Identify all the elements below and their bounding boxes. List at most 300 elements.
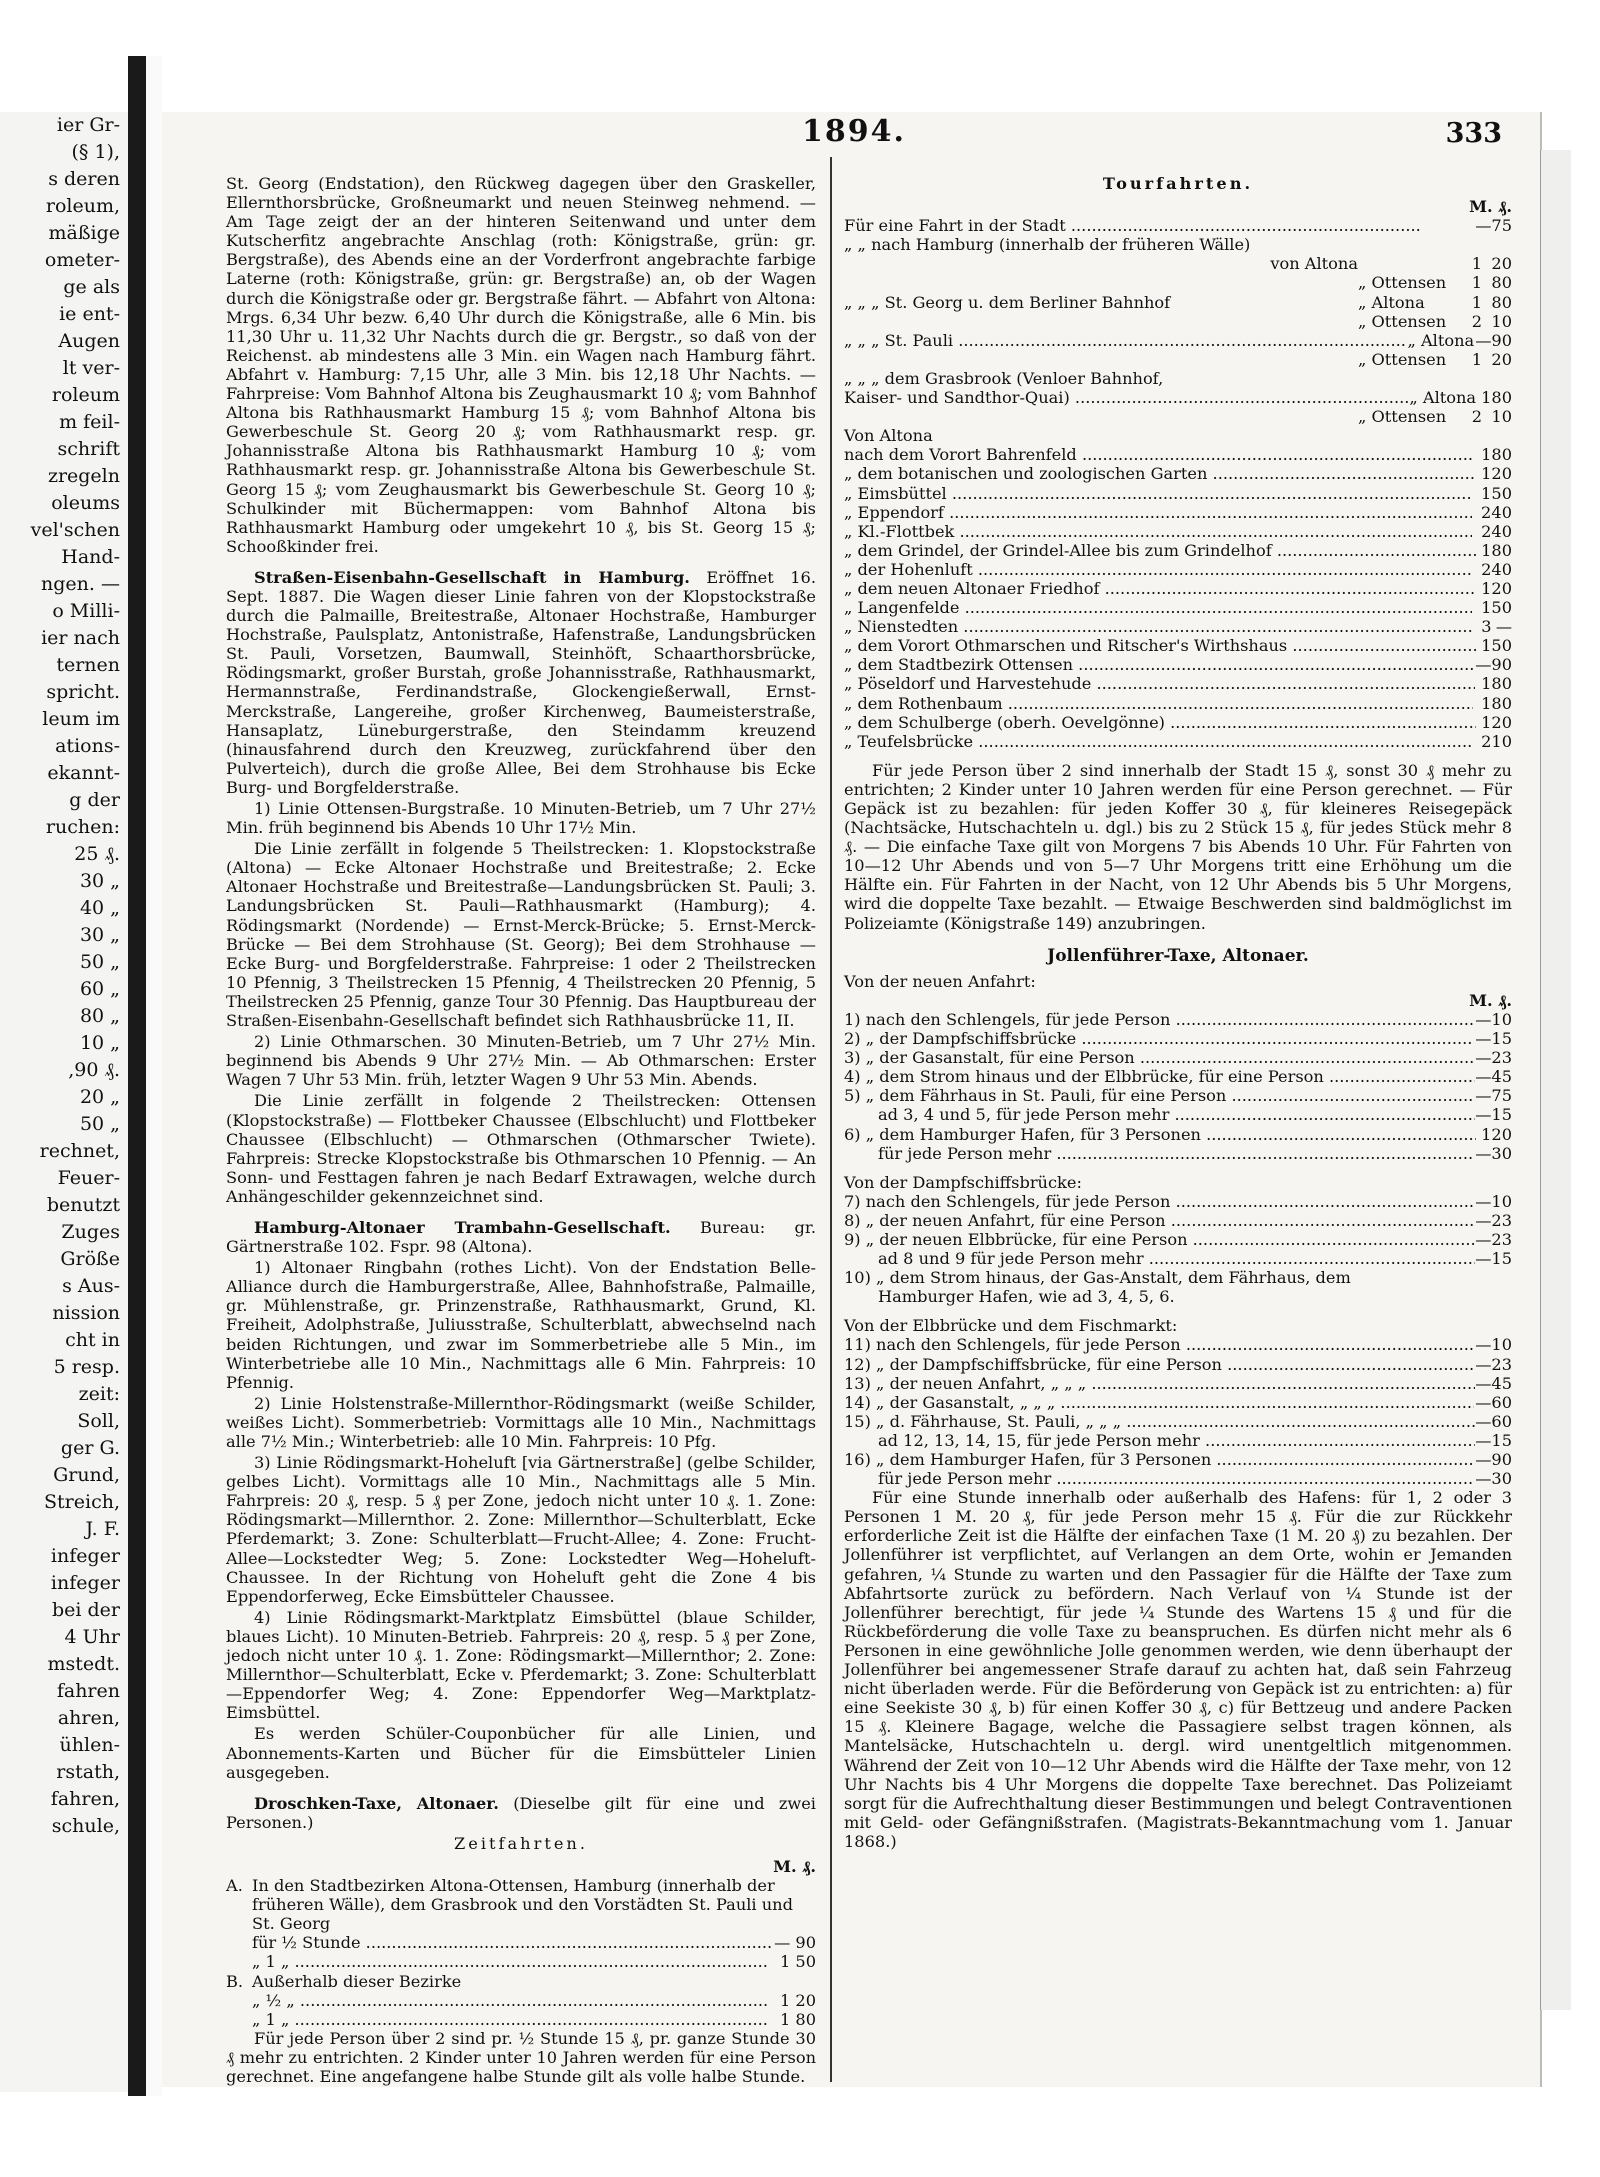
fare-row — [844, 1029, 1512, 1048]
fare-row — [844, 1393, 1512, 1412]
fare-mark: 2 — [1481, 559, 1492, 579]
fare-mark: — — [1475, 655, 1492, 675]
fare-label: „ Kl.-Flottbek ..... — [844, 522, 1472, 541]
droschken-row — [226, 1952, 816, 1971]
tour-note: Für jede Person über 2 sind innerhalb der Stadt 15 ₰, sonst 30 ₰ mehr zu entrichten; 2 Kinder unter 10 Jahren werden für eine Person gerechnet. — Für Gepäck ist zu bezahlen: für jeden Koffer 30 ₰, für kleineres Reisegepäck (Nachtsäcke, Hutschachteln u. dgl.) bis zu 2 Stück 15 ₰, für jedes Stück mehr 8 ₰. — Die einfache Taxe gilt von Morgens 7 bis Abends 10 Uhr. Für Fahrten von 10—12 Uhr Abends und von 5—7 Uhr Morgens tritt eine Erhöhung um die Hälfte ein. Für Fahrten in der Nacht, von 12 Uhr Abends bis 5 Uhr Morgens, wird die doppelte Taxe bezahlt. — Etwaige Beschwerden sind baldmöglichst im Polizeiamte (Königstraße 149) anzubringen. — [844, 760, 1512, 933]
page-header — [162, 114, 1540, 158]
fare-label: „ „ „ dem Grasbrook (Venloer Bahnhof, — [844, 368, 1164, 388]
fare-pfennig: 15 — [1491, 1105, 1512, 1125]
linie2-details: Die Linie zerfällt in folgende 2 Theilstrecken: Ottensen (Klopstockstraße) — Flottbeker Chaussee (Elbschlucht) und Flottbeker Chaussee (Elbschlucht) — Othmarschen (Othmarscher Twiete). Fahrpreis: Strecke Klopstockstraße bis Othmarschen 10 Pfennig. — An Sonn- und Festtagen fahren je nach Bedarf Extrawagen, welche durch Anhängeschilder gekennzeichnet sind. — [226, 1091, 816, 1206]
jollen-currency-header — [844, 991, 1512, 1010]
tram-line-1: 1) Altonaer Ringbahn (rothes Licht). Von der Endstation Belle-Alliance durch die Hamburgerstraße, Allee, Bahnhofstraße, Palmaille, gr. Mühlenstraße, gr. Prinzenstraße, Rathhausmarkt, Grund, Kl. Freiheit, Adolphstraße, Juliusstraße, Schulterblatt, abwechselnd nach beiden Richtungen, und zwar im Sommerbetriebe alle 5 Min., im Winterbetriebe alle 10 Min., Nachmittags alle 6 Min. Fahrpreis: 10 Pfennig. — [226, 1258, 816, 1392]
fare-pfennig: 20 — [1491, 464, 1512, 484]
fare-label: 8) „ der neuen Anfahrt, für eine Person ..... — [844, 1211, 1475, 1230]
fare-pfennig: 45 — [1491, 1067, 1512, 1087]
jollen-section-3-label: Von der Elbbrücke und dem Fischmarkt: — [844, 1316, 1178, 1336]
previous-page-fragment: cht in — [65, 1329, 120, 1351]
droschken-b — [226, 1972, 816, 1991]
previous-page-fragment: 50 „ — [79, 951, 120, 973]
fare-pfennig: 60 — [1491, 1411, 1512, 1431]
previous-page-fragment: 10 „ — [79, 1032, 120, 1054]
fare-pfennig: 50 — [1491, 636, 1512, 656]
fare-row — [844, 636, 1512, 655]
fare-mark: — — [1475, 1105, 1492, 1125]
previous-page-fragment: vel'schen — [30, 519, 120, 541]
previous-page-fragment: ometer- — [44, 249, 120, 271]
fare-row — [844, 655, 1512, 674]
fare-row — [844, 254, 1512, 273]
fare-mark: — — [1475, 1229, 1492, 1249]
fare-label: 15) „ d. Fährhause, St. Pauli, „ „ „ ..... — [844, 1412, 1475, 1431]
droschken-duration: „ 1 „ ..... — [252, 2010, 767, 2029]
droschken-row — [226, 1933, 816, 1952]
previous-page-fragment: Feuer- — [57, 1167, 120, 1189]
fare-row — [844, 1086, 1512, 1105]
previous-page-fragment: zregeln — [47, 465, 120, 487]
fare-row — [844, 713, 1512, 732]
fare-mark: — — [1475, 1029, 1492, 1049]
fare-row — [844, 1335, 1512, 1354]
altona-fare-table — [844, 445, 1512, 751]
previous-page-fragment: ations- — [55, 735, 120, 757]
currency-label: M. ₰. — [773, 1856, 816, 1876]
jollen-title: Jollenführer-Taxe, Altonaer. — [1047, 945, 1309, 966]
fare-row — [844, 598, 1512, 617]
previous-page-fragment: 5 resp. — [53, 1356, 120, 1378]
tram-line-3: 3) Linie Rödingsmarkt-Hoheluft [via Gärtnerstraße] (gelbe Schilder, gelbes Licht). Vormittags alle 10 Min., Nachmittags alle 5 Min. Fahrpreis: 20 ₰, resp. 5 ₰ per Zone, jedoch nicht unter 10 ₰. 1. Zone: Rödingsmarkt—Millernthor. 2. Zone: Millernthor—Schulterblatt, Ecke Pferdemarkt; 3. Zone: Schulterblatt—Frucht-Allee; 4. Zone: Frucht-Allee—Lockstedter Weg; 5. Zone: Lockstedter Weg—Hoheluft-Chaussee. In der Richtung von Hoheluft geht die Zone 4 bis Eppendorferweg, Ecke Eimsbütteler Chaussee. — [226, 1453, 816, 1606]
fare-pfennig: 90 — [1491, 1450, 1512, 1469]
droschken-row — [226, 1991, 816, 2010]
fare-mark: 1 — [1481, 464, 1492, 484]
fare-label: „ Eppendorf ..... — [844, 503, 1472, 522]
fare-label: 14) „ der Gasanstalt, „ „ „ ..... — [844, 1393, 1474, 1412]
fare-pfennig: 40 — [1491, 502, 1512, 522]
previous-page-fragment: Hand- — [61, 546, 120, 568]
fare-label: „ dem botanischen und zoologischen Garten ..... — [844, 464, 1476, 483]
fare-label: Kaiser- und Sandthor-Quai) ..... — [844, 388, 1409, 407]
jollen-note: Für eine Stunde innerhalb oder außerhalb des Hafens: für 1, 2 oder 3 Personen 1 M. 20 ₰, für jede Person mehr 15 ₰. Für die zur Rückkehr erforderliche Zeit ist die Hälfte der einfachen Taxe (1 M. 20 ₰) zu bezahlen. Der Jollenführer ist verpflichtet, auf Verlangen an dem Orte, wohin er Jemanden gefahren, ¼ Stunde zu warten und den Passagier für die Hälfte der Taxe zum Abfahrtsorte zurück zu befördern. Nach Verlauf von ¼ Stunde ist der Jollenführer berechtigt, für jede ¼ Stunde des Wartens 15 ₰ und für die Rückbeförderung die volle Taxe zu beanspruchen. Es dürfen nicht mehr als 6 Personen in eine gewöhnliche Jolle genommen werden, wie denn überhaupt der Jollenführer bei angemessener Strafe darauf zu achten hat, daß sein Fahrzeug nicht überladen werde. Für die Beförderung von Gepäck ist zu entrichten: a) für eine Seekiste 30 ₰, b) für einen Koffer 30 ₰, c) für Bettzeug und andere Packen 15 ₰. Kleinere Bagage, welche die Passagiere selbst tragen können, als Mantelsäcke, Hutschachteln u. dergl. wird unentgeltlich mitgenommen. Während der Zeit von 10—12 Uhr Abends wird die Hälfte der Taxe mehr, von 12 Uhr Nachts bis 4 Uhr Morgens die doppelte Taxe berechnet. Das Polizeiamt sorgt für die Aufrechthaltung dieser Bestimmungen und belegt Contraventionen mit Geld- oder Gefängnißstrafen. (Magistrats-Bekanntmachung vom 1. Januar 1868.) — [844, 1488, 1512, 1851]
fare-mark: — — [1475, 1086, 1492, 1106]
droschken-b-rows — [226, 1991, 816, 2029]
fare-pfennig: 45 — [1491, 1373, 1512, 1393]
page — [162, 112, 1542, 2087]
fare-pfennig: 80 — [1491, 292, 1512, 312]
previous-page-fragment: Soll, — [77, 1410, 120, 1432]
previous-page-fragment: ternen — [56, 654, 120, 676]
fare-mark: — — [1475, 1392, 1492, 1412]
previous-page-fragment: 30 „ — [79, 924, 120, 946]
droschken-title: Droschken-Taxe, Altonaer. — [254, 1793, 499, 1813]
fare-row — [844, 1010, 1512, 1029]
fare-mark: — — [1475, 330, 1492, 350]
previous-page-fragment: ühlen- — [59, 1734, 120, 1756]
fare-row — [844, 617, 1512, 636]
fare-row — [844, 1211, 1512, 1230]
fare-label: für jede Person mehr ..... — [844, 1144, 1474, 1163]
fare-label: „ „ „ St. Pauli ..... — [844, 331, 1407, 350]
fare-mark: 1 — [1481, 1124, 1492, 1144]
fare-pfennig: 80 — [1491, 273, 1512, 293]
fare-row — [844, 464, 1512, 483]
page-edge-shadow — [1540, 150, 1571, 2010]
fare-pfennig: 75 — [1491, 1086, 1512, 1106]
fare-label: „ „ „ St. Georg u. dem Berliner Bahnhof — [844, 292, 1171, 312]
previous-page-fragment: ier Gr- — [56, 114, 120, 136]
column-rule — [830, 157, 832, 2082]
fare-pfennig: 50 — [1491, 483, 1512, 503]
fare-mark: — — [1475, 1009, 1492, 1029]
fare-pfennig: 10 — [1491, 407, 1512, 427]
tram-title: Hamburg-Altonaer Trambahn-Gesellschaft. — [254, 1217, 671, 1237]
fare-origin: „ Altona — [1409, 388, 1477, 408]
previous-page-fragment: Zuges — [61, 1221, 120, 1243]
fare-pfennig: 15 — [1491, 1430, 1512, 1450]
previous-page-edge — [0, 112, 128, 2092]
fare-row — [844, 1412, 1512, 1431]
fare-label: 1) nach den Schlengels, für jede Person ..... — [844, 1010, 1475, 1029]
previous-page-fragment: benutzt — [46, 1194, 120, 1216]
droschken-b-text: Außerhalb dieser Bezirke — [252, 1971, 462, 1991]
fare-label: für jede Person mehr ..... — [844, 1469, 1474, 1488]
previous-page-fragment: lt ver- — [62, 357, 120, 379]
fare-mark: 1 — [1481, 598, 1492, 618]
book-spine — [128, 56, 146, 2096]
fare-label: „ dem neuen Altonaer Friedhof ..... — [844, 579, 1475, 598]
droschken-subtitle: (Dieselbe gilt für eine und zwei Personen.) — [226, 1793, 816, 1832]
fare-mark: 1 — [1481, 540, 1492, 560]
fare-row — [844, 331, 1512, 350]
fare-pfennig: 80 — [1491, 674, 1512, 694]
jollen-section-2-label: Von der Dampfschiffsbrücke: — [844, 1172, 1082, 1192]
fare-mark: — — [1475, 1143, 1492, 1163]
previous-page-fragment: ahren, — [57, 1707, 120, 1729]
fare-pfennig: 40 — [1491, 559, 1512, 579]
fare-row — [844, 369, 1512, 388]
fare-mark: — — [1475, 1048, 1492, 1068]
fare-row — [844, 1048, 1512, 1067]
fare-row — [844, 1268, 1512, 1287]
fare-mark: — — [1475, 1469, 1492, 1489]
fare-mark: — — [1475, 1430, 1492, 1450]
previous-page-fragment: 50 „ — [79, 1113, 120, 1135]
linie2-schedule: 2) Linie Othmarschen. 30 Minuten-Betrieb, um 7 Uhr 27½ Min. beginnend bis Abends 9 Uhr 27½ Min. — Ab Othmarschen: Erster Wagen 7 Uhr 53 Min. früh, letzter Wagen 9 Uhr 53 Min. Abends. — [226, 1032, 816, 1090]
fare-mark: — — [1475, 1354, 1492, 1374]
previous-page-fragment: ruchen: — [45, 816, 120, 838]
previous-page-fragment: Augen — [58, 330, 120, 352]
fare-pfennig: 20 — [1491, 254, 1512, 274]
fare-row — [844, 1469, 1512, 1488]
fare-label: „ Eimsbüttel ..... — [844, 484, 1472, 503]
jollen-table-3 — [844, 1335, 1512, 1488]
previous-page-fragment: mäßige — [48, 222, 120, 244]
strassen-section — [226, 568, 816, 797]
fare-mark: 1 — [1471, 349, 1482, 369]
fare-row — [844, 1144, 1512, 1163]
previous-page-fragment: 80 „ — [79, 1005, 120, 1027]
fare-label: 11) nach den Schlengels, für jede Person ..... — [844, 1335, 1475, 1354]
fare-pfennig: 90 — [1491, 330, 1512, 350]
previous-page-fragment: ier nach — [41, 627, 120, 649]
fare-pfennig: 80 — [1491, 540, 1512, 560]
fare-pfennig: 23 — [1491, 1210, 1512, 1230]
left-column — [226, 174, 816, 2088]
right-column — [844, 174, 1512, 1853]
previous-page-fragment: 60 „ — [79, 978, 120, 1000]
fare-mark: — — [1475, 1067, 1492, 1087]
droschken-price: 1 20 — [779, 1990, 816, 2010]
fare-row — [844, 732, 1512, 751]
fare-row — [844, 1287, 1512, 1306]
fare-row — [844, 312, 1512, 331]
tram-line-4: 4) Linie Rödingsmarkt-Marktplatz Eimsbüttel (blaue Schilder, blaues Licht). 10 Minuten-Betrieb. Fahrpreis: 20 ₰, resp. 5 ₰ per Zone, jedoch nicht unter 10 ₰. 1. Zone: Rödingsmarkt—Millernthor; 2. Zone: Millernthor—Schulterblatt, Ecke v. Pferdemarkt; 3. Zone: Schulterblatt—Eppendorfer Weg; 4. Zone: Eppendorfer Weg—Marktplatz-Eimsbüttel. — [226, 1607, 816, 1723]
fare-row — [844, 1125, 1512, 1144]
fare-mark: 2 — [1480, 502, 1492, 522]
previous-page-fragment: Größe — [60, 1248, 120, 1270]
tour-title: Tourfahrten. — [1102, 174, 1254, 193]
previous-page-fragment: oleums — [51, 492, 120, 514]
fare-row — [844, 694, 1512, 713]
droschken-b-label: B. — [226, 1971, 244, 1991]
spine-gap — [146, 56, 162, 2096]
fare-label: 5) „ dem Fährhaus in St. Pauli, für eine Person ..... — [844, 1086, 1475, 1105]
fare-mark: 1 — [1481, 483, 1492, 503]
previous-page-fragment: s Aus- — [62, 1275, 120, 1297]
fare-label: nach dem Vorort Bahrenfeld ..... — [844, 445, 1474, 464]
strassen-title: Straßen-Eisenbahn-Gesellschaft in Hamburg. — [254, 567, 690, 587]
fare-pfennig: 10 — [1491, 1335, 1512, 1355]
fare-mark: — — [1475, 1411, 1492, 1431]
page-number: 333 — [1445, 118, 1502, 149]
fare-mark: 1 — [1481, 445, 1492, 465]
fare-label: „ dem Grindel, der Grindel-Allee bis zum Grindelhof ..... — [844, 541, 1477, 560]
fare-label: „ Nienstedten ..... — [844, 617, 1472, 636]
fare-mark: 2 — [1471, 311, 1482, 331]
fare-row — [844, 407, 1512, 426]
previous-page-fragment: 4 Uhr — [64, 1626, 120, 1648]
fare-row — [844, 1105, 1512, 1124]
fare-label: 2) „ der Dampfschiffsbrücke ..... — [844, 1029, 1474, 1048]
previous-page-fragment: leum im — [42, 708, 120, 730]
fare-mark: — — [1475, 1249, 1492, 1269]
droschken-duration: „ ½ „ ..... — [252, 1991, 768, 2010]
fare-pfennig: 80 — [1491, 445, 1512, 465]
fare-mark: — — [1475, 1335, 1492, 1355]
fare-mark: 1 — [1481, 636, 1492, 656]
fare-mark: 1 — [1471, 273, 1482, 293]
fare-label: „ der Hohenluft ..... — [844, 560, 1473, 579]
jollen-table-1 — [844, 1010, 1512, 1163]
previous-page-fragment: Streich, — [44, 1491, 120, 1513]
fare-label: Hamburger Hafen, wie ad 3, 4, 5, 6. — [878, 1287, 1175, 1307]
fare-row — [844, 1249, 1512, 1268]
fare-row — [844, 579, 1512, 598]
fare-row — [844, 1431, 1512, 1450]
fare-pfennig: 90 — [1491, 655, 1512, 675]
fare-pfennig: 23 — [1491, 1354, 1512, 1374]
previous-page-fragment: ekannt- — [47, 762, 120, 784]
previous-page-fragment: infeger — [50, 1545, 120, 1567]
fare-pfennig: 10 — [1491, 1191, 1512, 1211]
fare-row — [844, 541, 1512, 560]
fare-row — [844, 522, 1512, 541]
fare-mark: 3 — [1481, 617, 1492, 637]
fare-row — [844, 1374, 1512, 1393]
previous-page-fragment: zeit: — [78, 1383, 120, 1405]
fare-label: 4) „ dem Strom hinaus und der Elbbrücke, für eine Person ..... — [844, 1067, 1475, 1086]
fare-label: „ Pöseldorf und Harvestehude ..... — [844, 674, 1475, 693]
droschken-price: — 90 — [774, 1933, 816, 1953]
tour-currency-header — [844, 197, 1512, 216]
previous-page-fragment: roleum — [51, 384, 120, 406]
fare-label: ad 3, 4 und 5, für jede Person mehr ..... — [844, 1105, 1475, 1124]
fare-pfennig: 50 — [1491, 598, 1512, 618]
fare-row — [844, 235, 1512, 254]
previous-page-fragment: J. F. — [85, 1518, 120, 1540]
fare-pfennig: 30 — [1491, 1469, 1512, 1489]
fare-row — [844, 216, 1512, 235]
previous-page-fragment: ,90 ₰. — [68, 1059, 120, 1081]
fare-pfennig: 10 — [1491, 731, 1512, 751]
fare-mark: 1 — [1481, 693, 1492, 713]
fare-label: 9) „ der neuen Elbbrücke, für eine Person ..... — [844, 1230, 1475, 1249]
fare-row — [844, 1067, 1512, 1086]
fare-pfennig: 20 — [1491, 349, 1512, 369]
previous-page-fragment: ie ent- — [59, 303, 120, 325]
fare-label: 7) nach den Schlengels, für jede Person ..... — [844, 1192, 1475, 1211]
fare-origin: „ Ottensen — [1358, 273, 1447, 293]
fare-mark: — — [1475, 1450, 1492, 1469]
fare-label: „ dem Stadtbezirk Ottensen ..... — [844, 655, 1474, 674]
fare-pfennig: 23 — [1491, 1229, 1512, 1249]
fare-label: 13) „ der neuen Anfahrt, „ „ „ ..... — [844, 1374, 1475, 1393]
fare-mark: 2 — [1481, 521, 1492, 541]
tour-currency-label: M. ₰. — [1469, 197, 1512, 217]
previous-page-fragment: nission — [52, 1302, 120, 1324]
fare-mark: 1 — [1481, 578, 1492, 598]
droschken-duration: „ 1 „ ..... — [252, 1952, 767, 1971]
fare-origin: „ Ottensen — [1358, 349, 1447, 369]
previous-page-fragment: s deren — [48, 168, 120, 190]
fare-row — [844, 1192, 1512, 1211]
droschken-a-label: A. — [226, 1876, 243, 1896]
fare-label: 12) „ der Dampfschiffsbrücke, für eine Person ..... — [844, 1355, 1475, 1374]
linie1-details: Die Linie zerfällt in folgende 5 Theilstrecken: 1. Klopstockstraße (Altona) — Ecke Altonaer Hochstraße und Breitestraße; 2. Ecke Altonaer Hochstraße und Breitestraße—Landungsbrücken St. Pauli; 3. Landungsbrücken St. Pauli—Rathhausmarkt (Hamburg); 4. Rödingsmarkt (Nordende) — Ernst-Merck-Brücke; 5. Ernst-Merck-Brücke — Bei dem Strohhause (St. Georg); Bei dem Strohhause — Ecke Burg- und Borgfelderstraße. Fahrpreise: 1 oder 2 Theilstrecken 10 Pfennig, 3 Theilstrecken 15 Pfennig, 4 Theilstrecken 20 Pfennig, 5 Theilstrecken 25 Pfennig, ganze Tour 30 Pfennig. Das Hauptbureau der Straßen-Eisenbahn-Gesellschaft befindet sich Rathhausbrücke 11, II. — [226, 839, 816, 1031]
droschken-row — [226, 2010, 816, 2029]
von-altona-label: Von Altona — [844, 426, 933, 446]
strassen-text: Eröffnet 16. Sept. 1887. Die Wagen dieser Linie fahren von der Klopstockstraße durch die Palmaille, Breitestraße, Altonaer Hochstraße, Hamburger Hochstraße, Paulsplatz, Antonistraße, Hafenstraße, Landungsbrücken St. Pauli, Vorsetzen, Baumwall, Steinhöft, Schaarthorsbrücke, Rödingsmarkt, großer Burstah, große Johannisstraße, Rathhausmarkt, Hermannstraße, Ferdinandstraße, Glockengießerwall, Ernst-Merckstraße, Langereihe, großer Kirchenweg, Baumeisterstraße, Hansaplatz, Lüneburgerstraße, den Steindamm kreuzend (hinausfahrend durch den Kreuzweg, zurückfahrend über den Pulverteich), durch die große Allee, Bei dem Strohhause bis Ecke Burg- und Borgfelderstraße. — [226, 567, 816, 797]
fare-row — [844, 1230, 1512, 1249]
fare-row — [844, 1355, 1512, 1374]
fare-label: ad 12, 13, 14, 15, für jede Person mehr ..... — [844, 1431, 1475, 1450]
fare-label: ad 8 und 9 für jede Person mehr ..... — [844, 1249, 1475, 1268]
previous-page-fragment: infeger — [50, 1572, 120, 1594]
fare-pfennig: 10 — [1491, 311, 1512, 331]
tram-note: Es werden Schüler-Couponbücher für alle Linien, und Abonnements-Karten und Bücher für die Eimsbütteler Linien ausgegeben. — [226, 1724, 816, 1782]
fare-pfennig: 40 — [1491, 521, 1512, 541]
jollen-currency-label: M. ₰. — [1469, 990, 1512, 1010]
fare-label: „ „ nach Hamburg (innerhalb der früheren Wälle) — [844, 235, 1251, 255]
previous-page-fragment: 25 ₰. — [74, 843, 120, 865]
jollen-table-2 — [844, 1192, 1512, 1307]
droschken-price: 1 80 — [779, 2009, 816, 2029]
previous-page-fragment: o Milli- — [52, 600, 120, 622]
previous-page-fragment: rstath, — [56, 1761, 120, 1783]
fare-row — [844, 273, 1512, 292]
fare-mark: 1 — [1471, 254, 1482, 274]
fare-row — [844, 350, 1512, 369]
intro-paragraph: St. Georg (Endstation), den Rückweg dagegen über den Graskeller, Ellernthorsbrücke, Großneumarkt und neuen Steinweg nehmend. — Am Tage zeigt der an der hinteren Seitenwand und unter dem Kutscherfitz angebrachte Anschlag (roth: Königstraße, grün: gr. Bergstraße), des Abends eine an der Vorderfront angebrachte farbige Laterne (roth: Königstraße, grün: gr. Bergstraße) an, ob der Wagen durch die Königstraße oder gr. Bergstraße fährt. — Abfahrt von Altona: Mrgs. 6,34 Uhr bezw. 6,40 Uhr durch die Königstraße, alle 6 Min. bis 11,30 Uhr u. 11,32 Uhr Nachts durch die gr. Bergstr., so daß von der Reichenst. ab mindestens alle 3 Min. ein Wagen nach Hamburg fährt. Abfahrt v. Hamburg: 7,15 Uhr, alle 3 Min. bis 12,18 Uhr Nachts. — Fahrpreise: Vom Bahnhof Altona bis Zeughausmarkt 10 ₰; vom Bahnhof Altona bis Rathhausmarkt Hamburg 15 ₰; vom Bahnhof Altona bis Gewerbeschule St. Georg 20 ₰; vom Rathhausmarkt resp. gr. Johannisstraße Altona bis Rathhausmarkt Hamburg 10 ₰; vom Rathhausmarkt resp. gr. Johannisstraße Altona bis Gewerbeschule St. Georg 15 ₰; vom Zeughausmarkt bis Gewerbeschule St. Georg 10 ₰; Schulkinder mit Büchermappen: vom Bahnhof Altona bis Rathhausmarkt Hamburg oder umgekehrt 10 ₰, bis St. Georg 15 ₰; Schooßkinder frei. — [226, 174, 816, 556]
previous-page-fragment: 20 „ — [79, 1086, 120, 1108]
fare-label: „ dem Rothenbaum ..... — [844, 694, 1473, 713]
previous-page-fragment: rechnet, — [39, 1140, 120, 1162]
fare-row — [844, 674, 1512, 693]
fare-pfennig: 10 — [1491, 1009, 1512, 1029]
fare-pfennig: 75 — [1491, 216, 1512, 236]
fare-mark: — — [1475, 1210, 1492, 1230]
fare-origin: „ Altona — [1358, 292, 1425, 312]
fare-row — [844, 1450, 1512, 1469]
fare-label: „ Langenfelde ..... — [844, 598, 1472, 617]
droschken-a-text: In den Stadtbezirken Altona-Ottensen, Hamburg (innerhalb der früheren Wälle), dem Grasbrook und den Vorstädten St. Pauli und St. Georg — [252, 1876, 793, 1934]
droschken-a — [226, 1876, 816, 1933]
fare-label: 3) „ der Gasanstalt, für eine Person ..... — [844, 1048, 1475, 1067]
fare-label: „ Teufelsbrücke ..... — [844, 732, 1473, 751]
fare-mark: — — [1475, 1373, 1492, 1393]
jollen-section-1-label: Von der neuen Anfahrt: — [844, 971, 1036, 991]
fare-mark: — — [1475, 216, 1492, 236]
fare-pfennig: 20 — [1491, 1124, 1512, 1144]
tram-line-2: 2) Linie Holstenstraße-Millernthor-Rödingsmarkt (weiße Schilder, weißes Licht). Sommerbetrieb: Vormittags alle 10 Min., Nachmittags alle 7½ Min.; Winterbetrieb: alle 10 Min. Fahrpreis: 10 Pfg. — [226, 1393, 816, 1451]
fare-origin: „ Ottensen — [1358, 407, 1447, 427]
fare-mark: 1 — [1481, 388, 1492, 408]
fare-pfennig: 15 — [1491, 1029, 1512, 1049]
fare-row — [844, 484, 1512, 503]
fare-mark: — — [1475, 1191, 1492, 1211]
tour-fare-table — [844, 216, 1512, 426]
fare-pfennig: 80 — [1491, 693, 1512, 713]
previous-page-fragment: (§ 1), — [71, 141, 120, 163]
fare-row — [844, 445, 1512, 464]
fare-mark: 1 — [1481, 674, 1492, 694]
fare-row — [844, 503, 1512, 522]
fare-mark: 2 — [1481, 731, 1492, 751]
previous-page-fragment: ge als — [63, 276, 120, 298]
droschken-price: 1 50 — [779, 1952, 816, 1972]
fare-origin: „ Altona — [1407, 330, 1475, 350]
fare-mark: 1 — [1471, 292, 1482, 312]
fare-label: „ dem Schulberge (oberh. Oevelgönne) ..... — [844, 713, 1476, 732]
previous-page-fragment: 40 „ — [79, 897, 120, 919]
previous-page-fragment: schrift — [57, 438, 120, 460]
previous-page-fragment: spricht. — [46, 681, 120, 703]
previous-page-fragment: bei der — [51, 1599, 120, 1621]
fare-label: 10) „ dem Strom hinaus, der Gas-Anstalt, dem Fährhaus, dem — [844, 1268, 1351, 1288]
fare-pfennig: 20 — [1491, 712, 1512, 732]
previous-page-fragment: g der — [69, 789, 120, 811]
fare-pfennig: 80 — [1491, 388, 1512, 408]
previous-page-fragment: roleum, — [45, 195, 120, 217]
droschken-note: Für jede Person über 2 sind pr. ½ Stunde 15 ₰, pr. ganze Stunde 30 ₰ mehr zu entrichten. 2 Kinder unter 10 Jahren werden für eine Person gerechnet. Eine angefangene halbe Stunde gilt als volle halbe Stunde. — [226, 2028, 816, 2086]
previous-page-fragment: m feil- — [59, 411, 120, 433]
tram-bureau: Bureau: gr. Gärtnerstraße 102. Fspr. 98 (Altona). — [226, 1217, 817, 1257]
page-year: 1894. — [802, 114, 906, 149]
previous-page-fragment: Grund, — [53, 1464, 120, 1486]
previous-page-fragment: fahren, — [50, 1788, 120, 1810]
previous-page-fragment: ngen. — — [41, 573, 120, 595]
previous-page-fragment: 30 „ — [79, 870, 120, 892]
fare-row — [844, 560, 1512, 579]
droschken-heading — [226, 1794, 816, 1832]
